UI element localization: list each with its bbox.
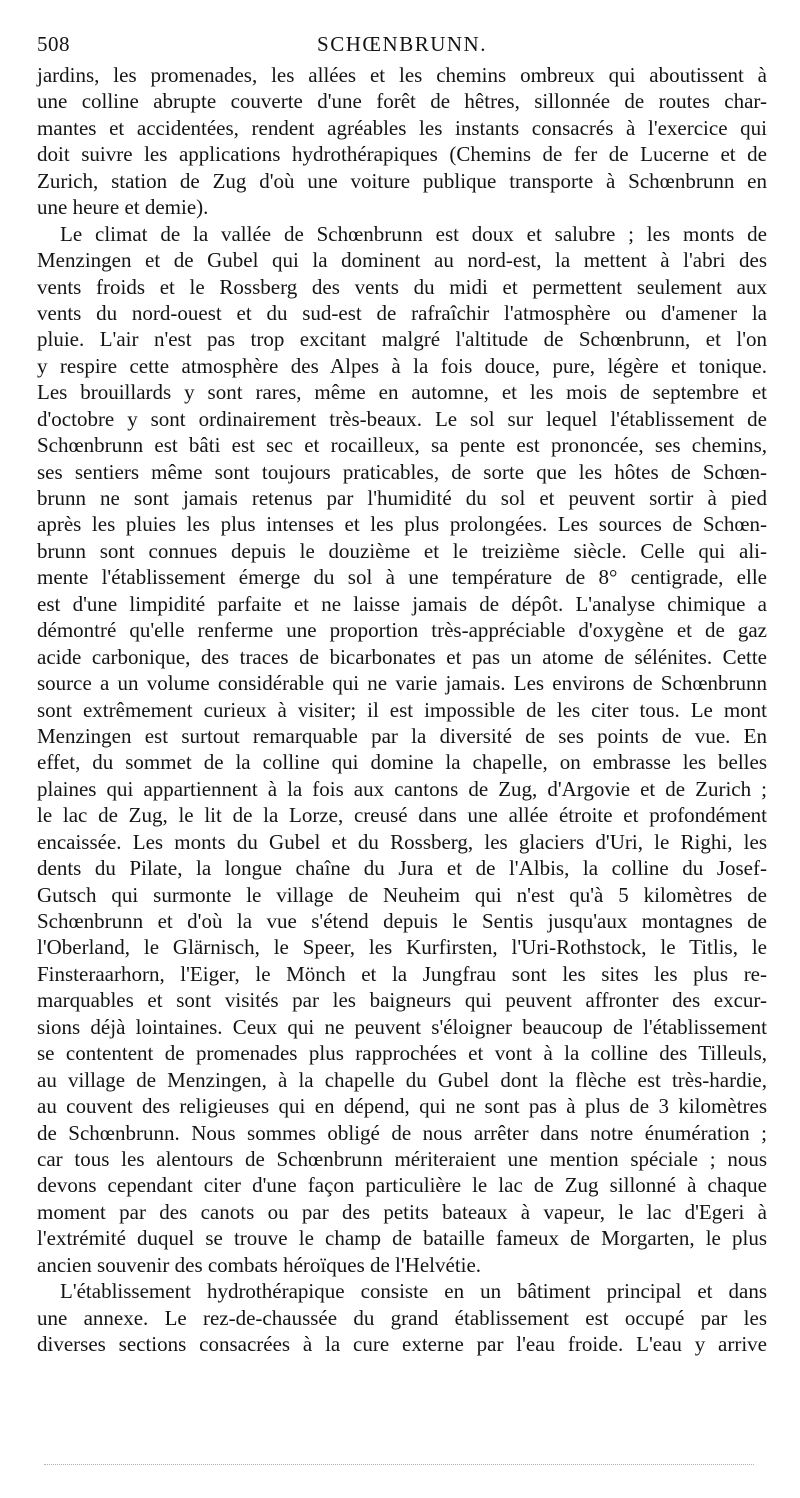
- text-line: brunn ne sont jamais retenus par l'humidité du sol et peuvent sortir à pied: [37, 486, 767, 510]
- text-line: au village de Menzingen, à la chapelle du Gubel dont la flèche est très-hardie,: [37, 1067, 767, 1092]
- paragraph: [37, 62, 767, 221]
- text-line: marquables et sont visités par les baigneurs qui peuvent affronter des excur-: [37, 988, 767, 1013]
- text-line: pluie. L'air n'est pas trop excitant malgré l'altitude de Schœnbrunn, et l'on: [37, 327, 767, 352]
- body-text: [37, 62, 767, 1357]
- page-header: [37, 26, 767, 62]
- text-line: devons cependant citer d'une façon particulière le lac de Zug sillonné à chaque: [37, 1173, 767, 1198]
- text-line: une heure et demie).: [37, 195, 209, 220]
- text-line: démontré qu'elle renferme une proportion très-appréciable d'oxygène et de gaz: [37, 618, 767, 643]
- text-line: se contentent de promenades plus rapprochées et vont à la colline des Tilleuls,: [37, 1041, 767, 1066]
- text-line: Schœnbrunn et d'où la vue s'étend depuis le Sentis jusqu'aux montagnes de: [37, 909, 767, 933]
- text-line: est d'une limpidité parfaite et ne laisse jamais de dépôt. L'analyse chimique a: [37, 591, 767, 616]
- text-line: plaines qui appartiennent à la fois aux cantons de Zug, d'Argovie et de Zurich ;: [37, 776, 767, 801]
- text-line: vents froids et le Rossberg des vents du midi et permettent seulement aux: [37, 274, 767, 299]
- text-line: effet, du sommet de la colline qui domine la chapelle, on embrasse les belles: [37, 750, 767, 775]
- text-line: Zurich, station de Zug d'où une voiture publique transporte à Schœnbrunn en: [37, 168, 767, 193]
- text-line: de Schœnbrunn. Nous sommes obligé de nous arrêter dans notre énumération ;: [37, 1120, 767, 1145]
- text-line: Menzingen et de Gubel qui la dominent au nord-est, la mettent à l'abri des: [37, 248, 767, 273]
- text-line: jardins, les promenades, les allées et les chemins ombreux qui aboutissent à: [37, 63, 767, 87]
- paragraph: [37, 221, 767, 1279]
- text-line: l'Oberland, le Glärnisch, le Speer, les Kurfirsten, l'Uri-Rothstock, le Titlis, le: [37, 935, 767, 960]
- text-line: diverses sections consacrées à la cure externe par l'eau froide. L'eau y arrive: [37, 1332, 767, 1356]
- text-line: l'extrémité duquel se trouve le champ de bataille fameux de Morgarten, le plus: [37, 1226, 767, 1251]
- text-line: sions déjà lointaines. Ceux qui ne peuvent s'éloigner beaucoup de l'établissement: [37, 1014, 767, 1039]
- text-line: Menzingen est surtout remarquable par la diversité de ses points de vue. En: [37, 723, 767, 748]
- text-line: une annexe. Le rez-de-chaussée du grand établissement est occupé par les: [37, 1305, 767, 1330]
- text-line: ses sentiers même sont toujours praticables, de sorte que les hôtes de Schœn-: [37, 459, 767, 484]
- text-line: Gutsch qui surmonte le village de Neuheim qui n'est qu'à 5 kilomètres de: [37, 882, 767, 907]
- text-line: doit suivre les applications hydrothérapiques (Chemins de fer de Lucerne et de: [37, 142, 767, 167]
- text-line: ancien souvenir des combats héroïques de l'Helvétie.: [37, 1252, 482, 1277]
- running-title: SCHŒNBRUNN.: [317, 32, 487, 56]
- text-line: une colline abrupte couverte d'une forêt de hêtres, sillonnée de routes char-: [37, 89, 767, 114]
- page-number: 508: [37, 32, 70, 56]
- text-line: encaissée. Les monts du Gubel et du Rossberg, les glaciers d'Uri, le Righi, les: [37, 829, 767, 854]
- text-line: le lac de Zug, le lit de la Lorze, creusé dans une allée étroite et profondément: [37, 803, 767, 828]
- text-line: d'octobre y sont ordinairement très-beaux. Le sol sur lequel l'établissement de: [37, 406, 767, 431]
- text-line: mantes et accidentées, rendent agréables les instants consacrés à l'exercice qui: [37, 115, 767, 140]
- text-line: au couvent des religieuses qui en dépend, qui ne sont pas à plus de 3 kilomètres: [37, 1094, 767, 1119]
- bottom-rule: [44, 1464, 754, 1465]
- text-line: car tous les alentours de Schœnbrunn mériteraient une mention spéciale ; nous: [37, 1146, 767, 1171]
- text-line: acide carbonique, des traces de bicarbonates et pas un atome de sélénites. Cette: [37, 644, 767, 669]
- text-line: sont extrêmement curieux à visiter; il est impossible de les citer tous. Le mont: [37, 697, 767, 722]
- paragraph: [37, 1278, 767, 1357]
- text-line: vents du nord-ouest et du sud-est de rafraîchir l'atmosphère ou d'amener la: [37, 300, 767, 325]
- text-line: Finsteraarhorn, l'Eiger, le Mönch et la Jungfrau sont les sites les plus re-: [37, 961, 767, 986]
- text-line: brunn sont connues depuis le douzième et le treizième siècle. Celle qui ali-: [37, 538, 767, 563]
- text-line: moment par des canots ou par des petits bateaux à vapeur, le lac d'Egeri à: [37, 1199, 767, 1224]
- text-line: y respire cette atmosphère des Alpes à la fois douce, pure, légère et tonique.: [37, 353, 767, 378]
- text-line: Les brouillards y sont rares, même en automne, et les mois de septembre et: [37, 380, 767, 405]
- text-line: Schœnbrunn est bâti est sec et rocailleux, sa pente est prononcée, ses chemins,: [37, 433, 767, 458]
- text-line: dents du Pilate, la longue chaîne du Jura et de l'Albis, la colline du Josef-: [37, 856, 767, 881]
- text-line: après les pluies les plus intenses et les plus prolongées. Les sources de Schœn-: [37, 512, 767, 537]
- text-line: source a un volume considérable qui ne varie jamais. Les environs de Schœnbrunn: [37, 671, 767, 696]
- text-line: Le climat de la vallée de Schœnbrunn est doux et salubre ; les monts de: [60, 221, 767, 246]
- document-page: [37, 26, 767, 1357]
- text-line: mente l'établissement émerge du sol à une température de 8° centigrade, elle: [37, 565, 767, 590]
- text-line: L'établissement hydrothérapique consiste en un bâtiment principal et dans: [60, 1279, 767, 1304]
